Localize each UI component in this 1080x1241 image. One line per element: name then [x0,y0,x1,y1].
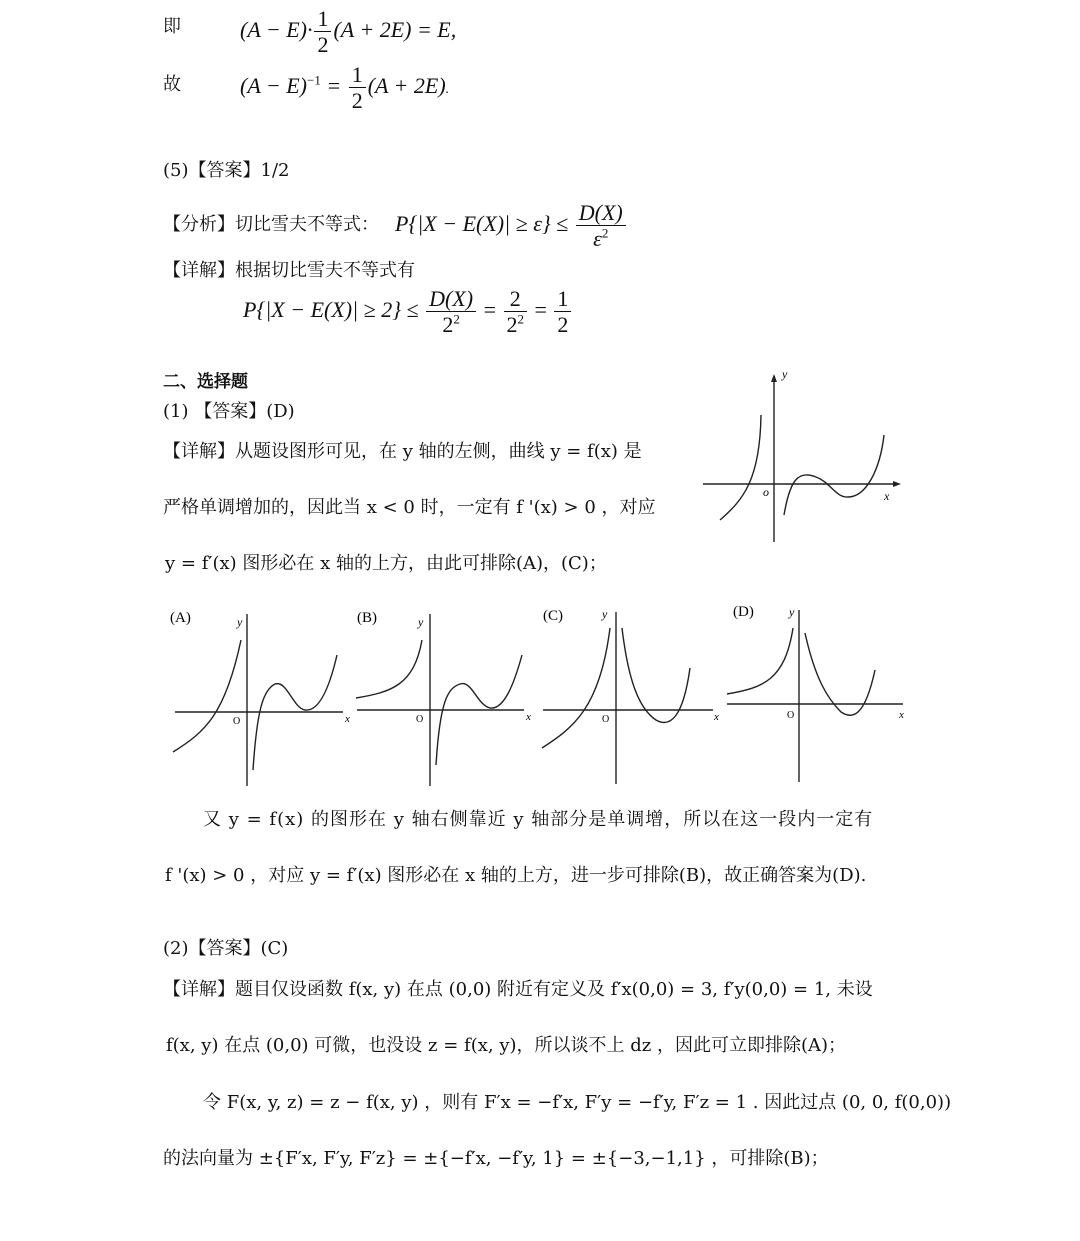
q2-answer: (2)【答案】(C) [163,938,289,959]
svg-text:x: x [714,711,719,723]
equation-inverse-result: $(A - E)^{-1}$ = $\frac{1}{2}$ (A + 2E). [240,62,450,114]
chebyshev-inequality: P{|X − E(X)| ≥ ε} ≤ $\frac{D(X)}{\varepsilon^2}$ [395,200,628,252]
option-b-label: (B) [357,610,377,626]
svg-text:y: y [418,615,424,629]
option-d-label: (D) [733,604,754,620]
gu-label: 故 [163,74,181,95]
q5-answer: (5)【答案】1/2 [163,160,290,181]
q1-detail-line-5: f '(x) > 0 ，对应 y = f′(x) 图形必在 x 轴的上方，进一步可排除(B)，故正确答案为(D). [165,865,867,886]
ji-label: 即 [163,16,181,37]
svg-text:x: x [526,711,531,723]
q5-analysis-label: 【分析】切比雪夫不等式： [163,214,379,235]
svg-text:x: x [899,709,904,721]
svg-text:O: O [416,714,424,725]
svg-text:O: O [233,716,241,727]
left-curve [720,415,761,520]
svg-text:y: y [237,615,243,629]
option-c-label: (C) [543,608,563,624]
q2-detail-line-4: 的法向量为 ±{F′x, F′y, F′z} = ±{−f′x, −f′y, 1} = ±{−3,−1,1} ，可排除(B)； [163,1148,829,1169]
option-b-graph [352,600,537,790]
svg-text:y: y [789,605,795,619]
chebyshev-application: P{|X − E(X)| ≥ 2} ≤ $\frac{D(X)}{2^2}$ = $\frac{2}{2^2}$ = $\frac{1}{2}$ [243,286,573,338]
q1-detail-line-3: y = f′(x) 图形必在 x 轴的上方，由此可排除(A)，(C)； [165,553,607,574]
q2-detail-line-1: 【详解】题目仅设函数 f(x, y) 在点 (0,0) 附近有定义及 f′x(0,0) = 3, f′y(0,0) = 1, 未设 [163,979,873,1000]
q2-detail-line-3: 令 F(x, y, z) = z − f(x, y) ，则有 F′x = −f′x, F′y = −f′y, F′z = 1 . 因此过点 (0, 0, f(0,0)) [203,1092,952,1113]
q1-detail-line-4: 又 y = f(x) 的图形在 y 轴右侧靠近 y 轴部分是单调增，所以在这一段内一定有 [203,809,874,830]
q1-answer: (1) 【答案】(D) [163,401,295,422]
option-c-graph [538,598,723,788]
main-function-graph [698,370,908,545]
svg-text:O: O [787,710,795,721]
main-x-label: x [884,489,890,503]
section-title: 二、选择题 [163,372,248,392]
option-d-graph [725,598,920,788]
q1-detail-line-2: 严格单调增加的，因此当 x < 0 时，一定有 f '(x) > 0 ，对应 [163,497,656,518]
option-a-graph [165,600,360,790]
equation-inverse-check: (A − E)· $\frac{1}{2}$ (A + 2E) = E, [240,6,457,58]
right-curve [784,435,884,515]
svg-text:x: x [345,713,350,725]
q2-detail-line-2: f(x, y) 在点 (0,0) 可微，也没设 z = f(x, y)，所以谈不上 dz ，因此可立即排除(A)； [166,1035,846,1056]
q5-detail-label: 【详解】根据切比雪夫不等式有 [163,260,415,281]
main-origin-label: o [763,485,769,499]
main-y-label: y [782,370,788,381]
q1-detail-line-1: 【详解】从题设图形可见，在 y 轴的左侧，曲线 y = f(x) 是 [163,441,642,462]
svg-text:y: y [602,607,608,621]
option-a-label: (A) [170,610,191,626]
svg-text:O: O [602,714,610,725]
